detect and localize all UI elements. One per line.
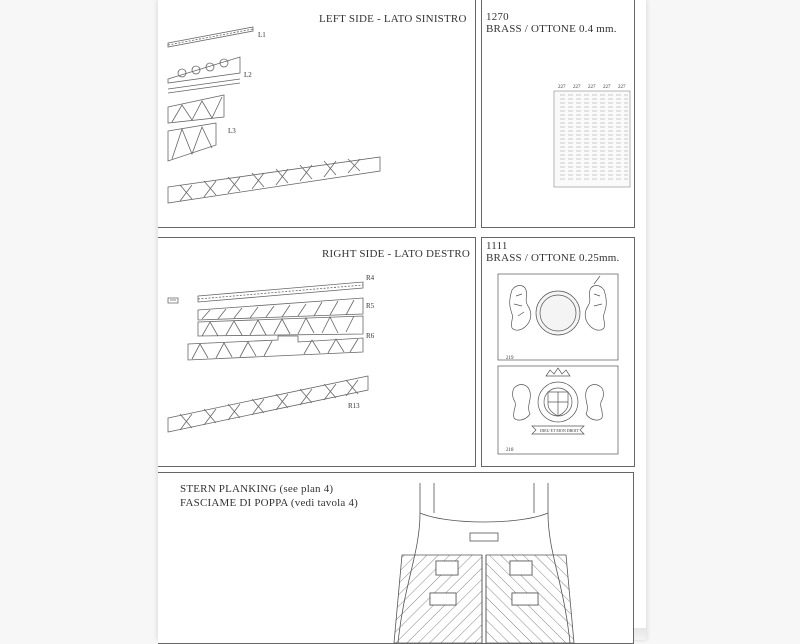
brass-270-panel [481,0,635,228]
part-227-a: 227 [558,85,566,90]
left-side-panel [158,0,476,228]
part-227-c: 227 [588,85,596,90]
right-side-parts-drawing [158,238,475,466]
stern-title-it: FASCIAME DI POPPA (vedi tavola 4) [180,497,359,509]
stern-planking-drawing [158,473,633,643]
left-side-parts-drawing [158,0,475,227]
brass-111-panel [481,237,635,467]
right-side-panel [158,237,476,467]
brass-fret-227 [482,0,634,227]
part-227-b: 227 [573,85,581,90]
part-219-label: 219 [506,356,514,361]
label-l1: L1 [258,31,266,39]
left-side-title: LEFT SIDE - LATO SINISTRO [319,13,467,25]
label-l2: L2 [244,71,252,79]
part-227-d: 227 [603,85,611,90]
part-227-e: 227 [618,85,626,90]
brass-fret-coat-of-arms [482,238,634,466]
stern-title-en: STERN PLANKING (see plan 4) [180,483,334,495]
label-r4: R4 [366,274,375,282]
brass-111-code: 1111 [486,240,508,252]
label-r13: R13 [348,402,360,410]
brass-270-material: BRASS / OTTONE 0.4 mm. [486,23,617,35]
right-side-title: RIGHT SIDE - LATO DESTRO [322,248,471,260]
motto-scroll-text: DIEU ET MON DROIT [540,428,579,433]
label-r5: R5 [366,302,375,310]
brass-111-material: BRASS / OTTONE 0.25mm. [486,252,620,264]
label-r6: R6 [366,332,375,340]
part-218-label: 218 [506,448,514,453]
label-l3: L3 [228,127,236,135]
brass-270-code: 1270 [486,11,509,23]
stern-planking-panel [158,472,634,644]
